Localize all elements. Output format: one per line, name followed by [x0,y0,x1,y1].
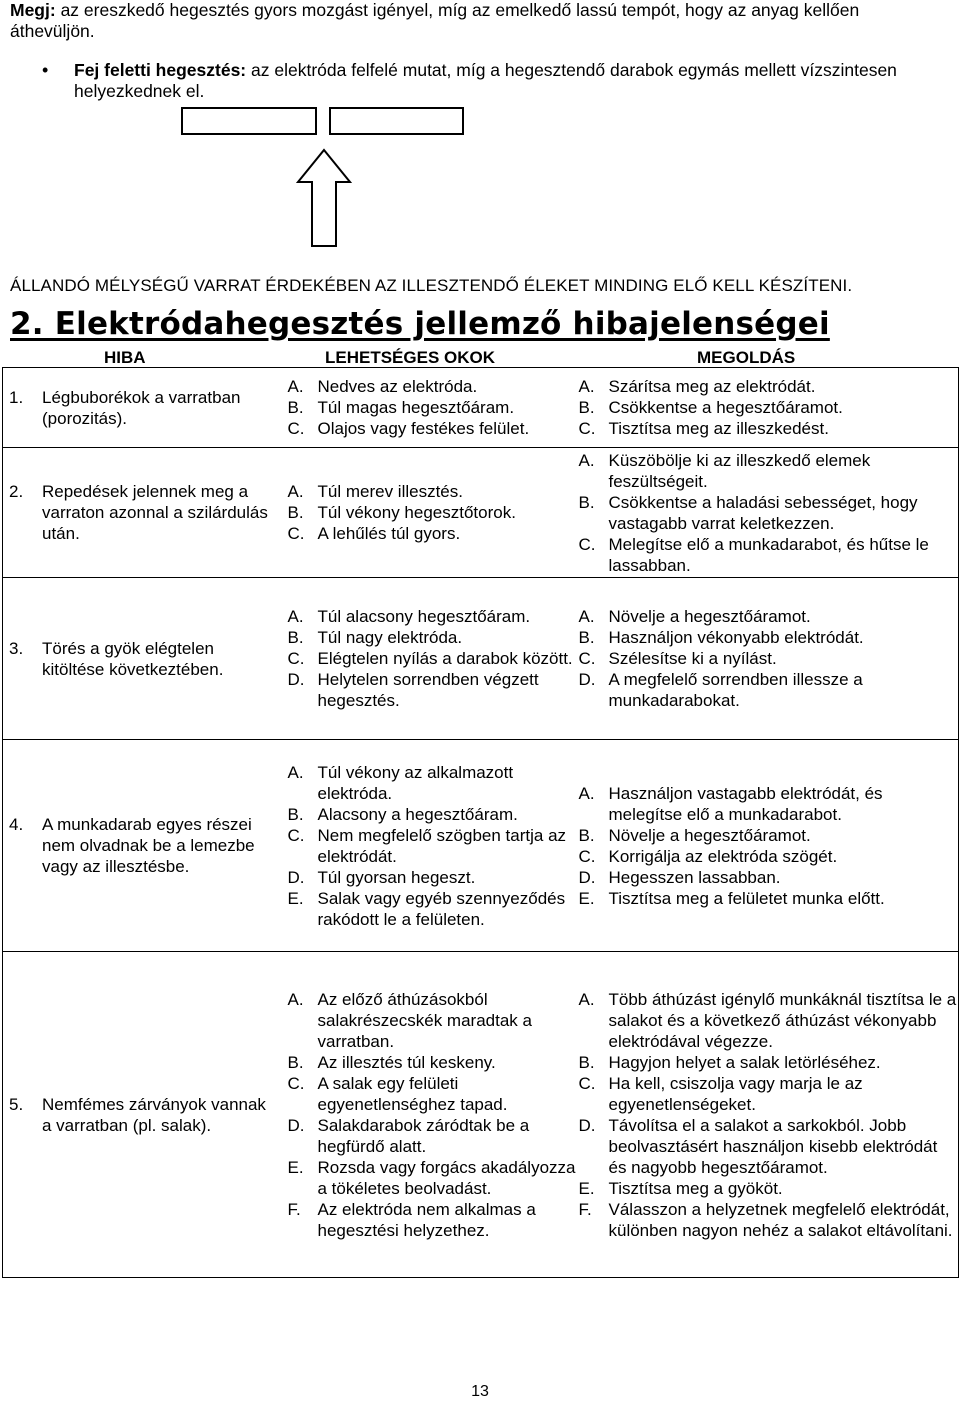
solution-item [579,846,959,867]
solution-letter: C. [578,649,596,668]
solution-letter: A. [578,783,595,803]
cause-letter: C. [287,419,305,438]
fault-text: Törés a gyök elégtelen kitöltése következtében. [42,638,224,679]
solution-letter: A. [578,989,595,1009]
cause-letter: A. [287,607,304,626]
cause-item [288,648,579,669]
fault-number: 1. [9,387,24,407]
solution-item [579,397,959,418]
plate-left [181,107,317,135]
table-row [3,578,959,740]
cause-text: Alacsony a hegesztőáram. [317,804,518,824]
solution-item [579,867,959,888]
solution-letter: D. [578,670,596,689]
solution-item [579,450,959,492]
solution-text: Csökkentse a hegesztőáramot. [608,398,843,417]
table-row [3,368,959,448]
solution-letter: E. [578,1178,595,1198]
fault-table [2,367,959,1278]
cell-hiba [3,448,288,578]
cell-hiba [3,578,288,740]
cause-text: A salak egy felületi egyenetlenséghez tapad. [317,1073,508,1114]
cell-hiba [3,368,288,448]
cause-item [288,1157,579,1199]
solution-letter: A. [578,450,595,470]
fault-item [9,481,288,544]
solution-text: Korrigálja az elektróda szögét. [608,846,838,866]
solution-item [579,648,959,669]
cause-text: Túl gyorsan hegeszt. [317,867,476,887]
cell-okok [288,578,579,740]
fault-item [9,638,288,680]
cause-text: Túl alacsony hegesztőáram. [317,607,531,626]
solution-text: Válasszon a helyzetnek megfelelő elektródát, különben nagyon nehéz a salakot eltávolítani. [608,1199,953,1240]
fault-text: A munkadarab egyes részei nem olvadnak be a lemezbe vagy az illesztésbe. [42,815,255,876]
cause-text: Nem megfelelő szögben tartja az elektródát. [317,825,567,866]
cause-letter: B. [287,804,304,824]
solution-item [579,1178,959,1199]
cause-letter: F. [287,1199,301,1219]
cell-megoldas [579,368,959,448]
solution-letter: B. [578,825,595,845]
cell-megoldas [579,578,959,740]
solution-text: A megfelelő sorrendben illessze a munkadarabokat. [608,670,863,710]
cause-text: Az előző áthúzásokból salakrészecskék maradtak a varratban. [317,989,532,1051]
note-label: Megj: [10,0,56,20]
cause-text: Túl magas hegesztőáram. [317,398,515,417]
solution-letter: C. [578,534,596,554]
section-title: 2. Elektródahegesztés jellemző hibajelenségei [10,306,830,342]
fault-number: 2. [9,482,24,501]
header-hiba: HIBA [104,348,146,367]
cause-text: Túl merev illesztés. [317,482,463,501]
solution-letter: C. [578,419,596,438]
cause-text: Olajos vagy festékes felület. [317,419,530,438]
cause-text: Salak vagy egyéb szennyeződés rakódott le a felületen. [317,888,566,929]
bullet-text: az elektróda felfelé mutat, míg a hegesztendő darabok egymás mellett vízszintesen helyezkednek el. [74,60,897,101]
cause-letter: D. [287,1115,305,1135]
cause-item [288,1073,579,1115]
cause-item [288,888,579,930]
cell-megoldas [579,448,959,578]
cause-letter: C. [287,1073,305,1093]
cause-text: Nedves az elektróda. [317,377,478,396]
solution-letter: E. [578,888,595,908]
solution-item [579,825,959,846]
cell-megoldas [579,740,959,952]
cause-text: Túl nagy elektróda. [317,628,463,647]
cause-item [288,669,579,711]
cause-letter: D. [287,867,305,887]
cause-text: Túl vékony hegesztőtorok. [317,503,516,522]
cause-item [288,418,579,439]
cause-letter: B. [287,503,304,522]
cause-item [288,1115,579,1157]
up-arrow-icon [296,148,352,248]
solution-item [579,534,959,576]
solution-text: Tisztítsa meg az illeszkedést. [608,419,829,438]
solution-letter: B. [578,398,595,417]
solution-item [579,783,959,825]
fault-number: 4. [9,815,24,834]
solution-letter: D. [578,867,596,887]
cause-text: Elégtelen nyílás a darabok között. [317,649,573,668]
cause-letter: C. [287,825,305,845]
solution-text: Csökkentse a haladási sebességet, hogy vastagabb varrat keletkezzen. [608,492,918,533]
solution-text: Növelje a hegesztőáramot. [608,607,811,626]
cell-megoldas [579,952,959,1278]
cause-item [288,825,579,867]
solution-text: Ha kell, csiszolja vagy marja le az egyenetlenségeket. [608,1073,863,1114]
solution-item [579,1115,959,1178]
cause-text: Rozsda vagy forgács akadályozza a tökéletes beolvadást. [317,1157,576,1198]
cell-hiba [3,740,288,952]
cause-letter: E. [287,1157,304,1177]
cause-letter: A. [287,762,304,782]
cell-hiba [3,952,288,1278]
cause-letter: B. [287,628,304,647]
cause-text: Salakdarabok záródtak be a hegfürdő alatt. [317,1115,530,1156]
solution-text: Hagyjon helyet a salak letörléséhez. [608,1052,881,1072]
cell-okok [288,448,579,578]
page-number: 13 [471,1383,489,1400]
solution-text: Hegesszen lassabban. [608,867,781,887]
cause-letter: A. [287,482,304,501]
solution-text: Növelje a hegesztőáramot. [608,825,811,845]
solution-item [579,1052,959,1073]
cause-letter: A. [287,377,304,396]
solution-item [579,418,959,439]
cause-letter: C. [287,524,305,543]
cell-okok [288,368,579,448]
cause-letter: D. [287,670,305,689]
cause-text: Helytelen sorrendben végzett hegesztés. [317,670,539,710]
cause-text: Az elektróda nem alkalmas a hegesztési helyzethez. [317,1199,536,1240]
cause-item [288,989,579,1052]
cause-item [288,606,579,627]
bullet-paragraph [74,60,934,102]
solution-text: Szélesítse ki a nyílást. [608,649,777,668]
cause-item [288,762,579,804]
cause-item [288,523,579,544]
solution-letter: A. [578,607,595,626]
header-okok: LEHETSÉGES OKOK [325,348,496,367]
fault-text: Repedések jelennek meg a varraton azonnal a szilárdulás után. [42,482,268,543]
solution-item [579,606,959,627]
solution-text: Melegítse elő a munkadarabot, és hűtse le lassabban. [608,534,929,575]
cause-item [288,481,579,502]
solution-item [579,492,959,534]
fault-item [9,1094,288,1136]
solution-letter: B. [578,492,595,512]
solution-text: Szárítsa meg az elektródát. [608,377,816,396]
cause-letter: C. [287,649,305,668]
solution-letter: A. [578,377,595,396]
solution-item [579,989,959,1052]
cause-text: Az illesztés túl keskeny. [317,1052,496,1072]
plate-right [329,107,464,135]
cause-letter: B. [287,1052,304,1072]
caps-instruction: ÁLLANDÓ MÉLYSÉGŰ VARRAT ÉRDEKÉBEN AZ ILLESZTENDŐ ÉLEKET MINDING ELŐ KELL KÉSZÍTENI. [10,276,853,295]
cause-text: A lehűlés túl gyors. [317,524,461,543]
header-megoldas: MEGOLDÁS [697,348,796,367]
solution-letter: D. [578,1115,596,1135]
solution-letter: C. [578,1073,596,1093]
table-row [3,448,959,578]
cause-item [288,1199,579,1241]
cell-okok [288,740,579,952]
cell-okok [288,952,579,1278]
cause-item [288,376,579,397]
solution-item [579,1199,959,1241]
cause-item [288,502,579,523]
solution-text: Küszöbölje ki az illeszkedő elemek feszültségeit. [608,450,871,491]
cause-item [288,867,579,888]
solution-text: Több áthúzást igénylő munkáknál tisztítsa le a salakot és a következő áthúzást vékonyabb elektródával végezze. [608,989,957,1051]
table-row [3,740,959,952]
bullet-dot: • [42,60,49,80]
bullet-label: Fej feletti hegesztés: [74,60,247,80]
solution-item [579,1073,959,1115]
note-text: az ereszkedő hegesztés gyors mozgást igényel, míg az emelkedő lassú tempót, hogy az anyag kellően áthevüljön. [10,0,860,41]
cause-text: Túl vékony az alkalmazott elektróda. [317,762,514,803]
fault-text: Nemfémes zárványok vannak a varratban (pl. salak). [42,1094,266,1135]
solution-item [579,669,959,711]
solution-text: Tisztítsa meg a felületet munka előtt. [608,888,885,908]
solution-text: Távolítsa el a salakot a sarkokból. Jobb beolvasztásért használjon kisebb elektródát és nagyobb hegesztőáramot. [608,1115,938,1177]
cause-letter: A. [287,989,304,1009]
cause-item [288,397,579,418]
table-row [3,952,959,1278]
solution-letter: B. [578,628,595,647]
solution-letter: F. [578,1199,592,1219]
cause-item [288,1052,579,1073]
fault-number: 3. [9,638,24,658]
solution-item [579,627,959,648]
fault-item [9,814,288,877]
solution-letter: C. [578,846,596,866]
solution-letter: B. [578,1052,595,1072]
solution-text: Tisztítsa meg a gyököt. [608,1178,783,1198]
fault-text: Légbuborékok a varratban (porozitás). [42,387,241,428]
solution-text: Használjon vékonyabb elektródát. [608,628,864,647]
solution-item [579,888,959,909]
cause-item [288,627,579,648]
cause-item [288,804,579,825]
cause-letter: B. [287,398,304,417]
note-paragraph [10,0,945,42]
cause-letter: E. [287,888,304,908]
solution-item [579,376,959,397]
solution-text: Használjon vastagabb elektródát, és melegítse elő a munkadarabot. [608,783,883,824]
fault-number: 5. [9,1094,24,1114]
fault-item [9,387,288,429]
